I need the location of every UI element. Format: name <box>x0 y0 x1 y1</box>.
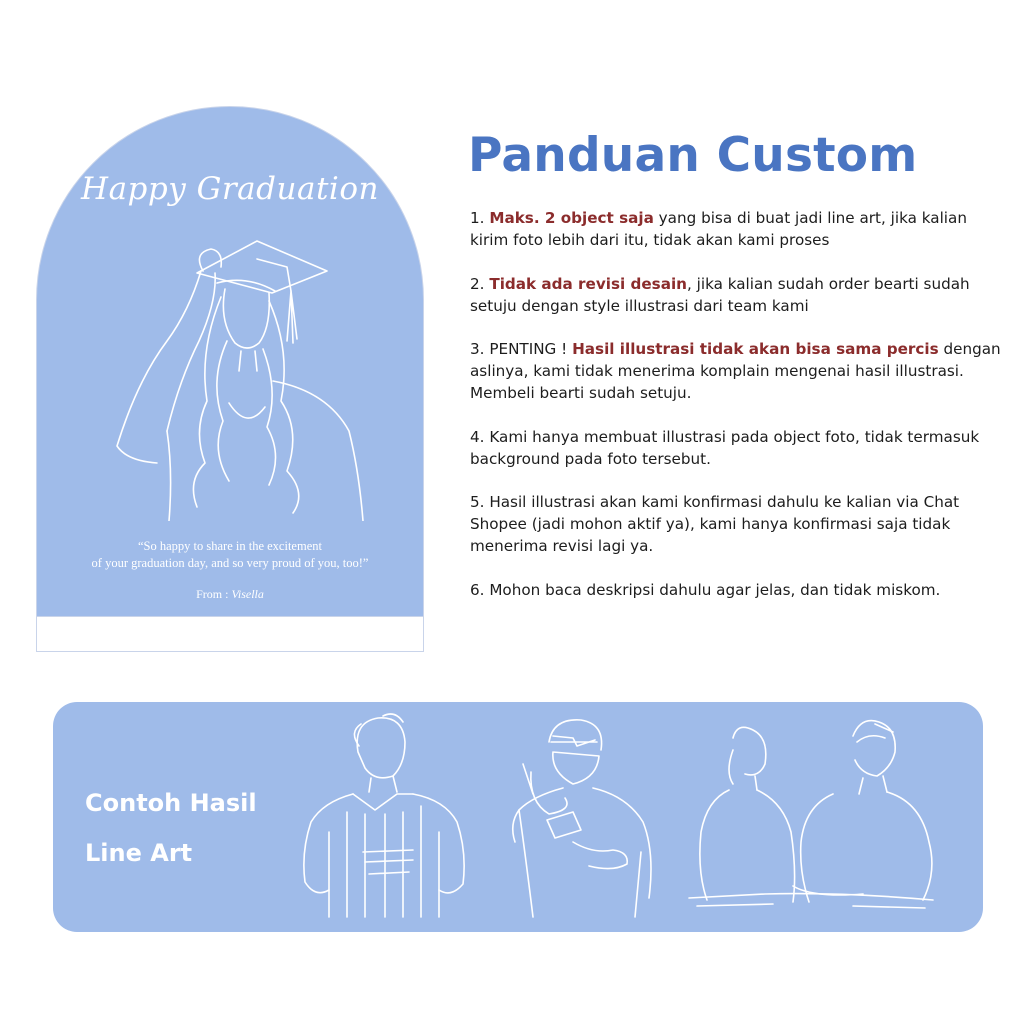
guide-rules <box>470 207 1010 622</box>
graduate-line-art-icon <box>97 231 367 521</box>
rule-2: 2. Tidak ada revisi desain, jika kalian sudah order bearti sudah setuju dengan style illustrasi dari team kami <box>470 274 970 315</box>
quote-line-2: of your graduation day, and so very proud of you, too!” <box>91 556 369 570</box>
quote-line-1: “So happy to share in the excitement <box>138 539 322 553</box>
rule-6: 6. Mohon baca deskripsi dahulu agar jelas, dan tidak miskom. <box>470 580 941 599</box>
rule-5: 5. Hasil illustrasi akan kami konfirmasi dahulu ke kalian via Chat Shopee (jadi mohon aktif ya), kami hanya konfirmasi saja tidak menerima revisi lagi ya. <box>470 493 960 555</box>
plaque-quote <box>37 538 423 572</box>
graduation-plaque <box>36 106 424 652</box>
masked-man-line-art-icon <box>513 720 651 917</box>
from-label: From : <box>196 587 229 601</box>
rule-4: 4. Kami hanya membuat illustrasi pada object foto, tidak termasuk background pada foto tersebut. <box>470 427 980 468</box>
plaque-from <box>37 587 423 602</box>
plaque-base <box>37 616 423 651</box>
jersey-man-line-art-icon <box>304 714 464 917</box>
rule-highlight: Tidak ada revisi desain <box>489 274 687 293</box>
line-art-examples <box>53 702 983 932</box>
rule-3: 3. PENTING ! Hasil illustrasi tidak akan bisa sama percis dengan aslinya, kami tidak menerima komplain mengenai hasil illustrasi. Membeli bearti sudah setuju. <box>470 340 1001 402</box>
banner-title: Contoh Hasil Line Art <box>85 789 257 867</box>
couple-sitting-line-art-icon <box>689 721 933 908</box>
rule-1: 1. Maks. 2 object saja yang bisa di buat jadi line art, jika kalian kirim foto lebih dari itu, tidak akan kami proses <box>470 209 967 249</box>
plaque-title: Happy Graduation <box>81 171 379 207</box>
rule-highlight: Hasil illustrasi tidak akan bisa sama percis <box>572 340 939 358</box>
rule-highlight: Maks. 2 object saja <box>489 209 654 227</box>
from-signature: Visella <box>231 587 264 601</box>
guide-title: Panduan Custom <box>468 128 918 183</box>
examples-banner <box>53 702 983 932</box>
